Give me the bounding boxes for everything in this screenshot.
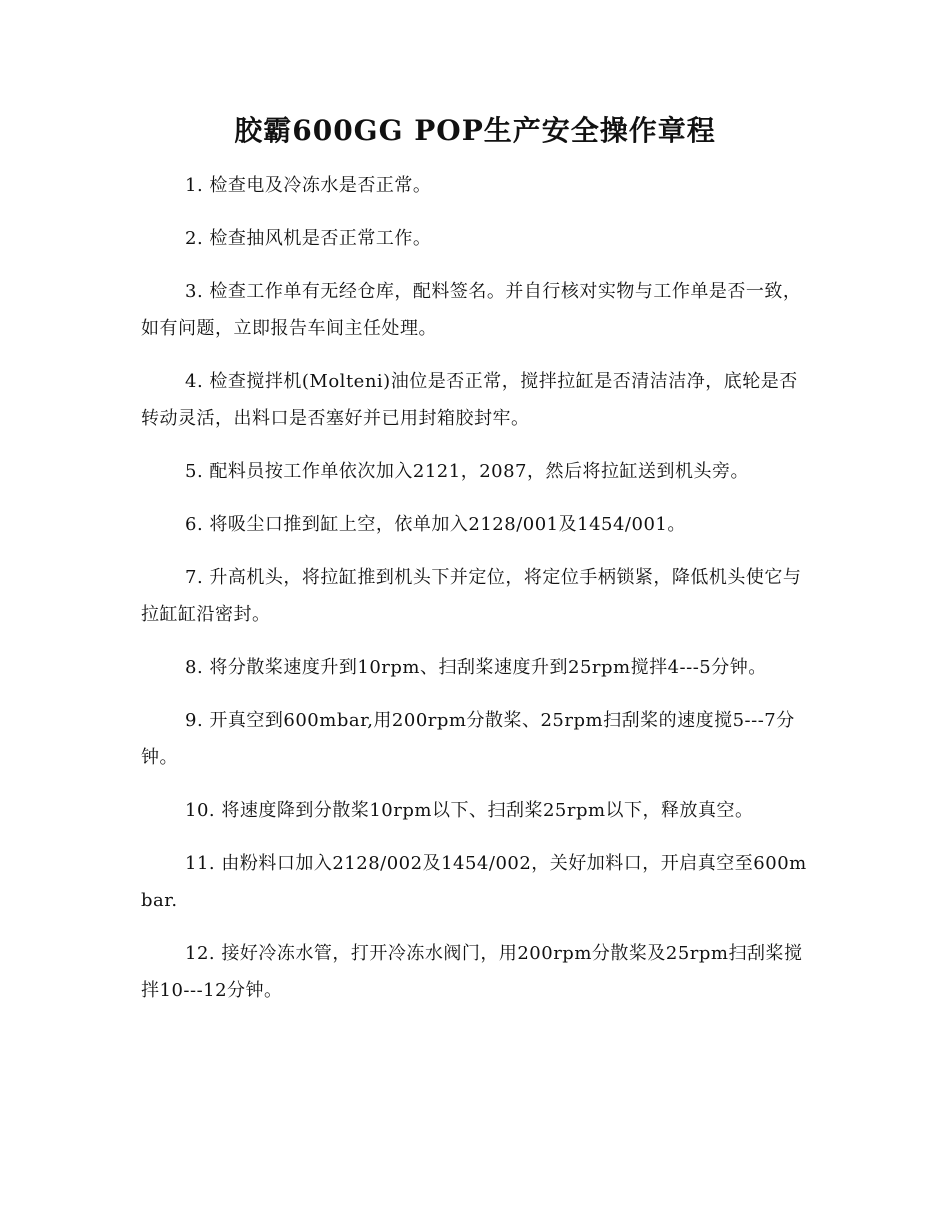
procedure-step-8: 8. 将分散桨速度升到10rpm、扫刮桨速度升到25rpm搅拌4---5分钟。 bbox=[185, 657, 767, 678]
procedure-step-1: 1. 检查电及冷冻水是否正常。 bbox=[185, 175, 432, 196]
procedure-step-2: 2. 检查抽风机是否正常工作。 bbox=[185, 228, 432, 249]
procedure-step-4: 4. 检查搅拌机(Molteni)油位是否正常，搅拌拉缸是否清洁洁净，底轮是否转动灵活，出料口是否塞好并已用封箱胶封牢。 bbox=[141, 371, 798, 429]
procedure-step-5: 5. 配料员按工作单依次加入2121，2087，然后将拉缸送到机头旁。 bbox=[185, 461, 750, 482]
procedure-step-7: 7. 升高机头，将拉缸推到机头下并定位，将定位手柄锁紧，降低机头使它与拉缸缸沿密封。 bbox=[141, 567, 802, 625]
procedure-step-11: 11. 由粉料口加入2128/002及1454/002，关好加料口，开启真空至600mbar. bbox=[141, 853, 807, 911]
document-title: 胶霸600GG POP生产安全操作章程 bbox=[234, 114, 716, 147]
procedure-step-10: 10. 将速度降到分散桨10rpm以下、扫刮桨25rpm以下，释放真空。 bbox=[185, 800, 754, 821]
procedure-list bbox=[141, 167, 809, 1025]
procedure-step-9: 9. 开真空到600mbar,用200rpm分散桨、25rpm扫刮桨的速度搅5---7分钟。 bbox=[141, 710, 795, 768]
procedure-step-12: 12. 接好冷冻水管，打开冷冻水阀门，用200rpm分散桨及25rpm扫刮桨搅拌10---12分钟。 bbox=[141, 943, 803, 1001]
procedure-step-6: 6. 将吸尘口推到缸上空，依单加入2128/001及1454/001。 bbox=[185, 514, 686, 535]
procedure-step-3: 3. 检查工作单有无经仓库，配料签名。并自行核对实物与工作单是否一致，如有问题，立即报告车间主任处理。 bbox=[141, 281, 802, 339]
